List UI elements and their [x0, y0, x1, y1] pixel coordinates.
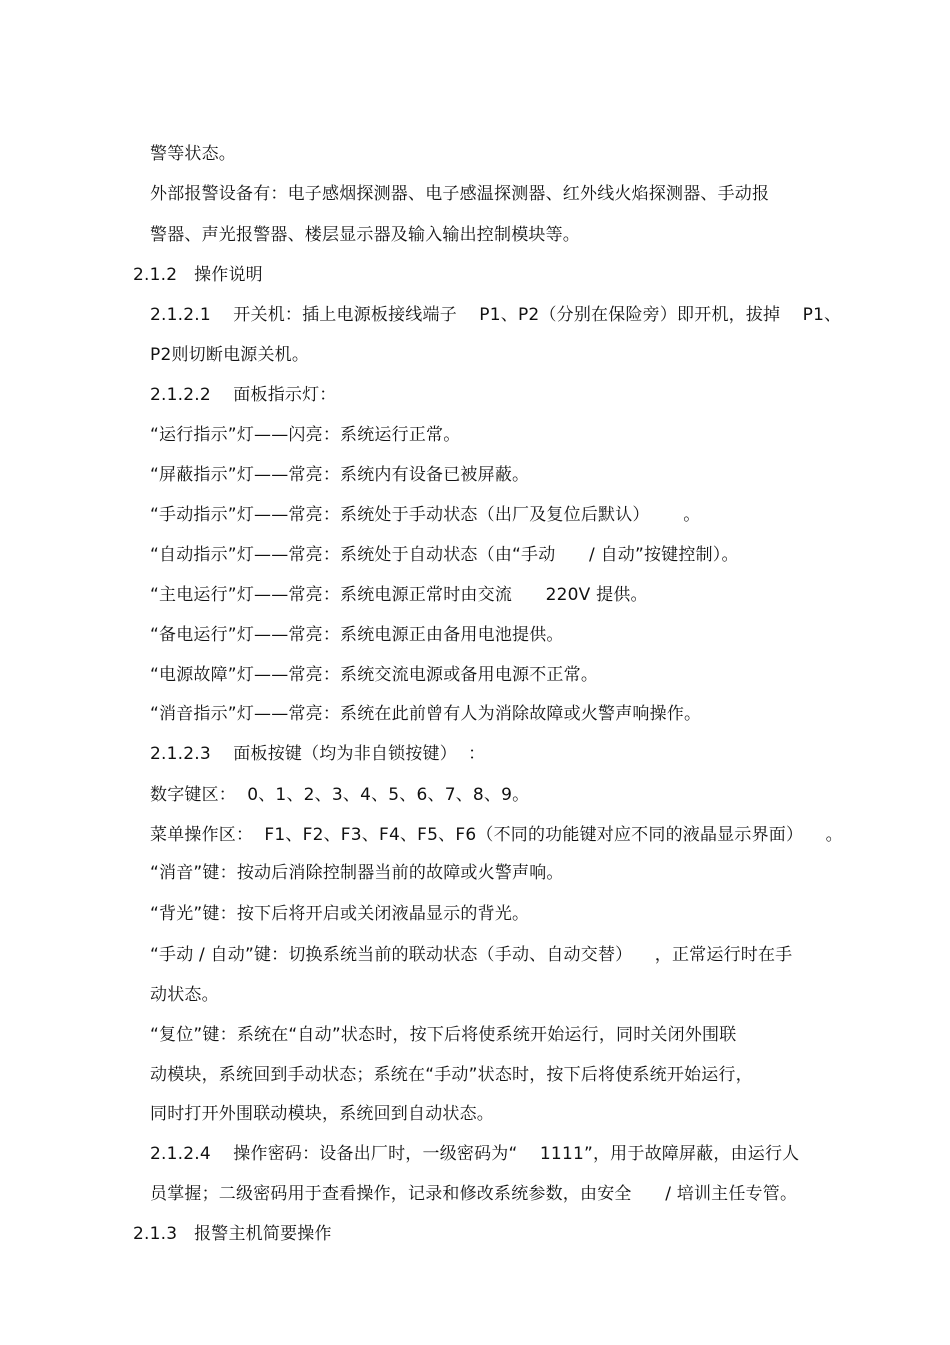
- text-line: “屏蔽指示”灯——常亮：系统内有设备已被屏蔽。: [150, 465, 530, 485]
- text-line: “复位”键：系统在“自动”状态时，按下后将使系统开始运行，同时关闭外围联: [150, 1025, 737, 1045]
- text-line: “备电运行”灯——常亮：系统电源正由备用电池提供。: [150, 625, 564, 645]
- text-line: “主电运行”灯——常亮：系统电源正常时由交流 220V 提供。: [150, 585, 648, 605]
- text-line: “电源故障”灯——常亮：系统交流电源或备用电源不正常。: [150, 665, 599, 685]
- text-line: 动模块，系统回到手动状态；系统在“手动”状态时，按下后将使系统开始运行，: [150, 1065, 753, 1085]
- text-line: 数字键区： 0、1、2、3、4、5、6、7、8、9。: [150, 785, 530, 805]
- text-line: 同时打开外围联动模块，系统回到自动状态。: [150, 1104, 494, 1124]
- text-line: 动状态。: [150, 985, 219, 1005]
- text-line: “消音指示”灯——常亮：系统在此前曾有人为消除故障或火警声响操作。: [150, 704, 702, 724]
- text-line: 员掌握；二级密码用于查看操作，记录和修改系统参数，由安全 / 培训主任专管。: [150, 1184, 798, 1204]
- subsection-heading: 2.1.2.3 面板按键（均为非自锁按键） ：: [150, 744, 486, 764]
- text-line: “自动指示”灯——常亮：系统处于自动状态（由“手动 / 自动”按键控制）。: [150, 545, 739, 565]
- text-line: 2.1.2.4 操作密码：设备出厂时，一级密码为“ 1111”，用于故障屏蔽，由运行人: [150, 1144, 800, 1164]
- section-heading: 2.1.3 报警主机简要操作: [133, 1224, 332, 1244]
- text-line: “背光”键：按下后将开启或关闭液晶显示的背光。: [150, 904, 530, 924]
- text-line: 2.1.2.1 开关机：插上电源板接线端子 P1、P2（分别在保险旁）即开机，拔掉 P1、: [150, 305, 842, 325]
- text-line: “手动指示”灯——常亮：系统处于手动状态（出厂及复位后默认） 。: [150, 505, 701, 525]
- section-heading: 2.1.2 操作说明: [133, 265, 263, 285]
- text-line: 菜单操作区： F1、F2、F3、F4、F5、F6（不同的功能键对应不同的液晶显示界面） 。: [150, 825, 843, 845]
- text-line: “消音”键：按动后消除控制器当前的故障或火警声响。: [150, 863, 564, 883]
- subsection-heading: 2.1.2.2 面板指示灯：: [150, 385, 337, 405]
- text-line: P2则切断电源关机。: [150, 345, 310, 365]
- text-line: “手动 / 自动”键：切换系统当前的联动状态（手动、自动交替） ，正常运行时在手: [150, 945, 793, 965]
- text-line: 警等状态。: [150, 144, 236, 164]
- text-line: “运行指示”灯——闪亮：系统运行正常。: [150, 425, 461, 445]
- text-line: 警器、声光报警器、楼层显示器及输入输出控制模块等。: [150, 225, 580, 245]
- text-line: 外部报警设备有：电子感烟探测器、电子感温探测器、红外线火焰探测器、手动报: [150, 184, 770, 204]
